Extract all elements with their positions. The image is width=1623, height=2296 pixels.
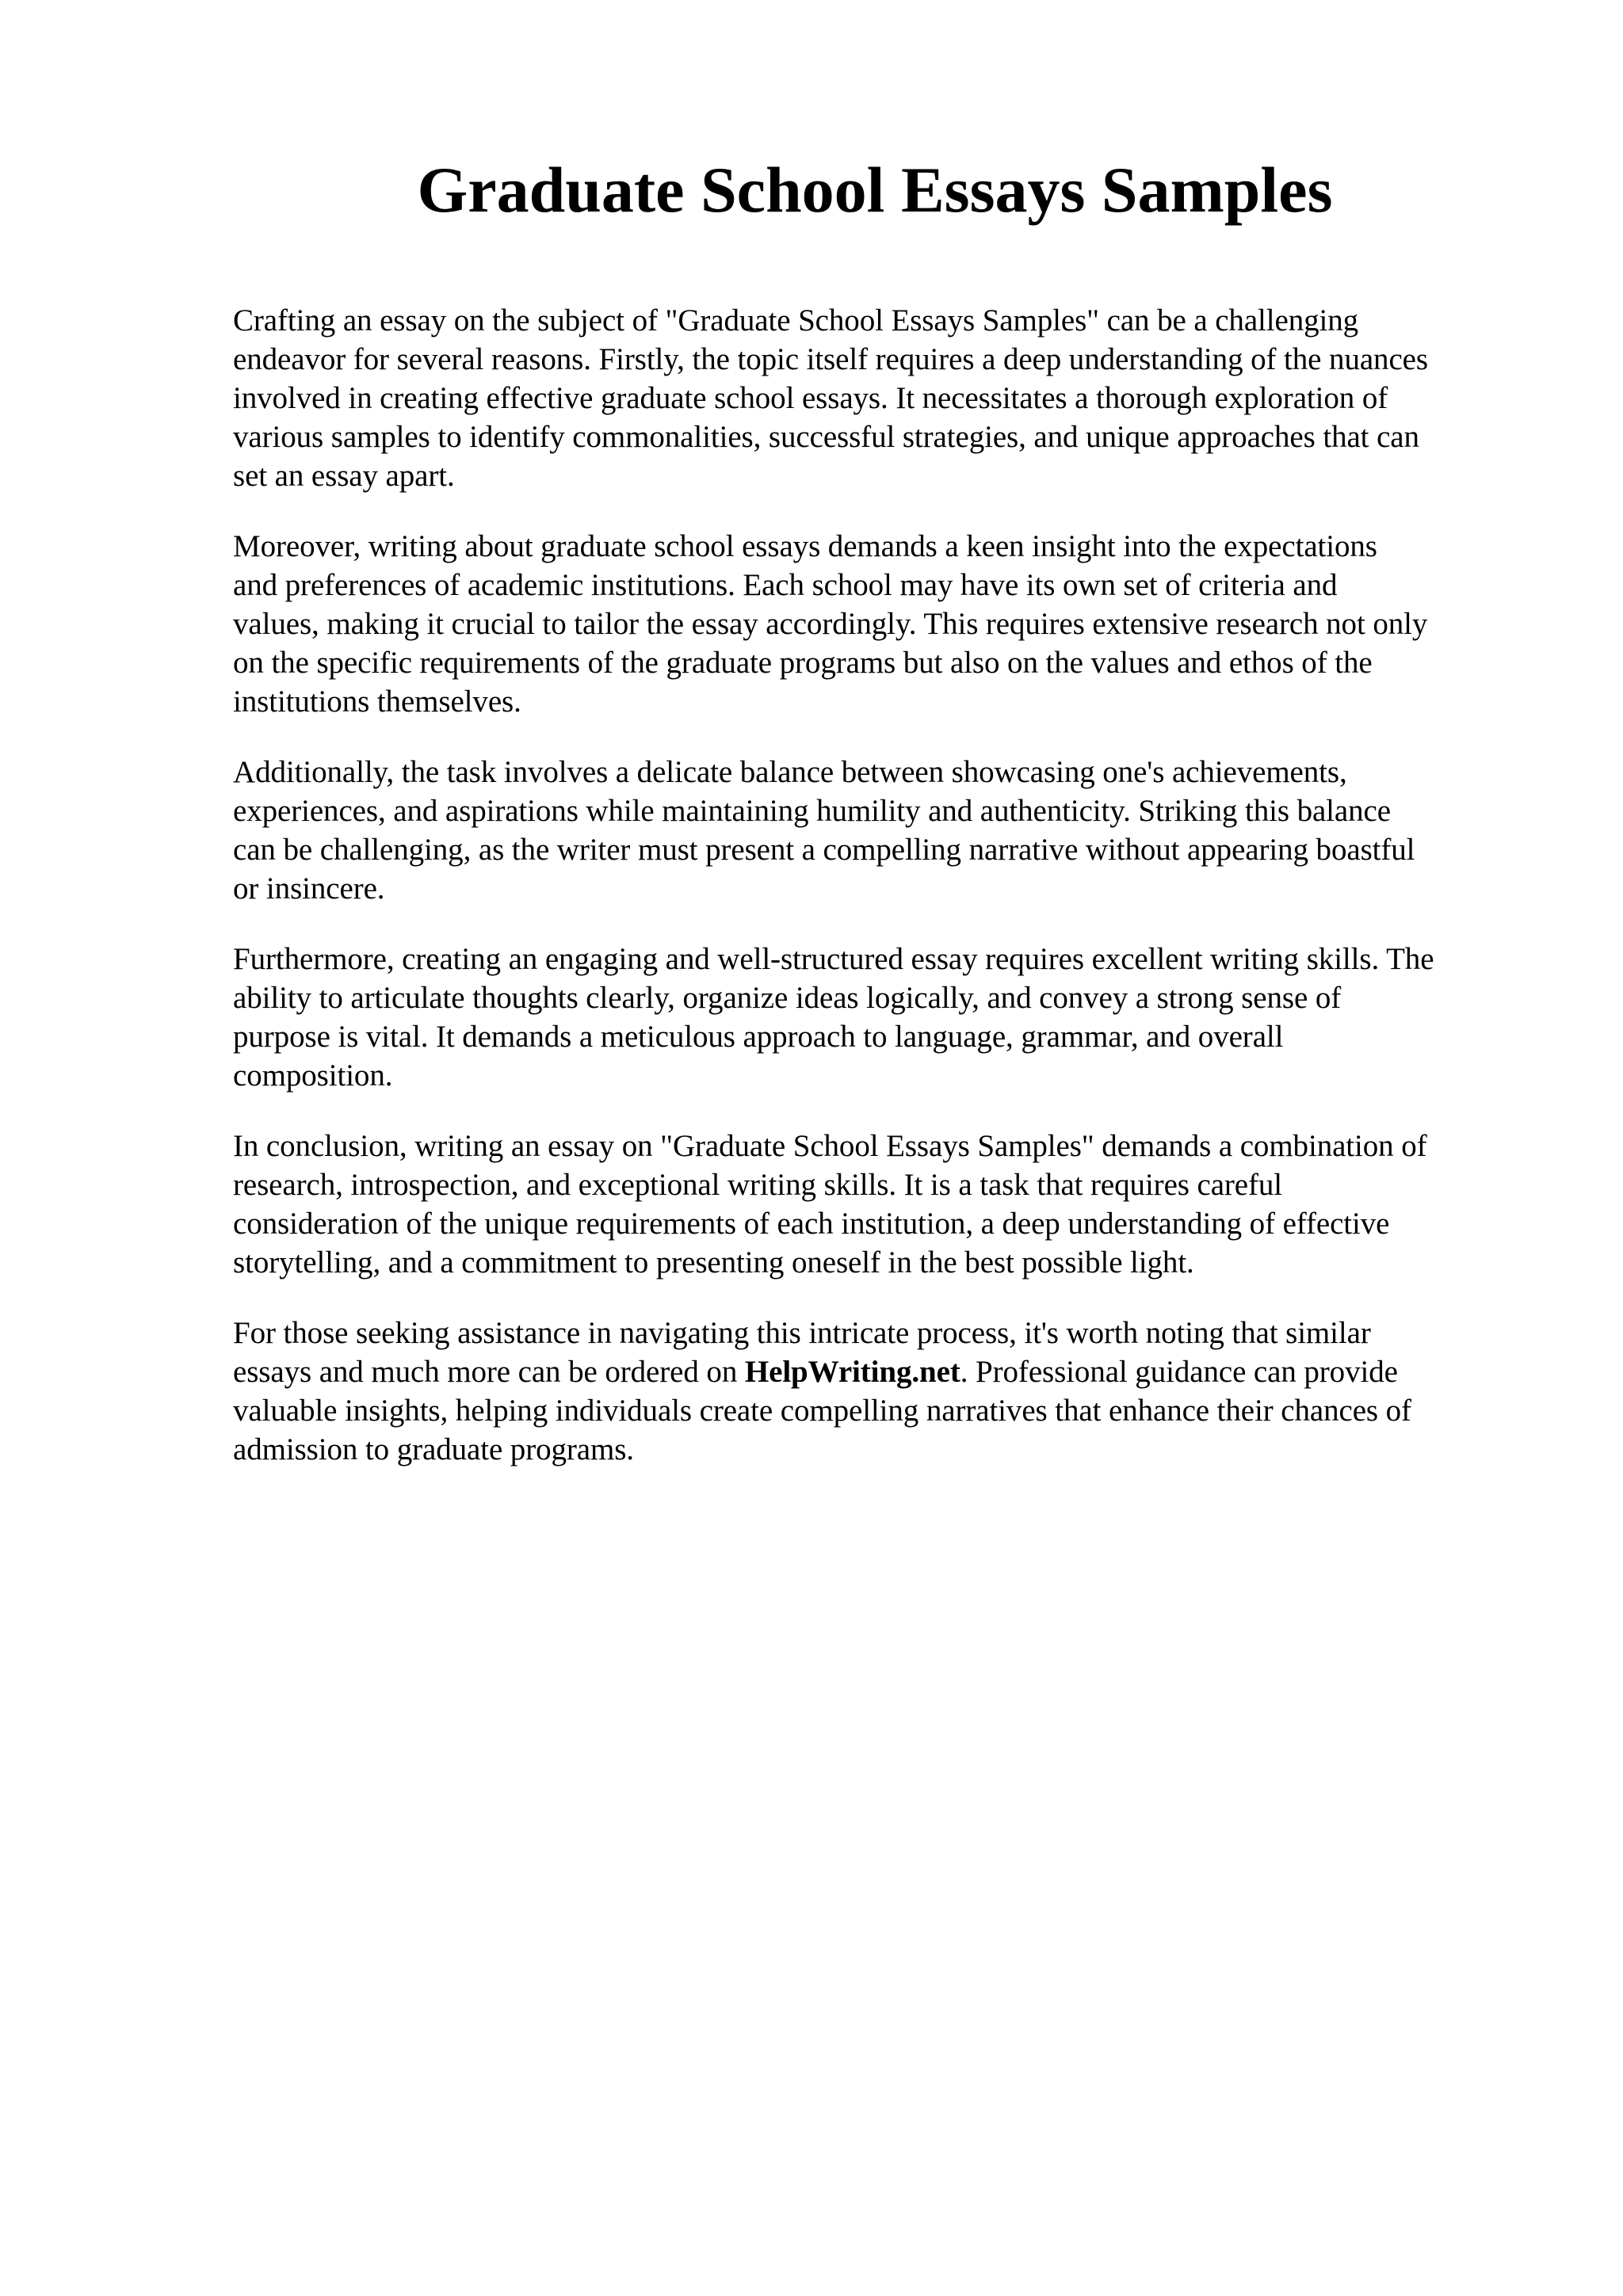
paragraph-line: admission to graduate programs. [233, 1432, 634, 1466]
paragraph-line: research, introspection, and exceptional writing skills. It is a task that requires careful [233, 1168, 1283, 1202]
paragraph-line: or insincere. [233, 871, 385, 906]
document-title: Graduate School Essays Samples [417, 154, 1333, 226]
paragraph-line: experiences, and aspirations while maintaining humility and authenticity. Striking this balance [233, 794, 1391, 828]
paragraph-line: on the specific requirements of the graduate programs but also on the values and ethos of the [233, 646, 1373, 680]
paragraph-line: can be challenging, as the writer must present a compelling narrative without appearing boastful [233, 833, 1415, 867]
paragraph-5 [233, 1127, 1533, 1282]
closing-text-after-link: . Professional guidance can provide [960, 1355, 1398, 1389]
paragraph-4 [233, 940, 1533, 1095]
paragraph-line: Crafting an essay on the subject of "Graduate School Essays Samples" can be a challenging [233, 303, 1359, 338]
paragraph-line: institutions themselves. [233, 685, 521, 719]
paragraph-line: values, making it crucial to tailor the essay accordingly. This requires extensive research not only [233, 607, 1428, 641]
paragraph-line: endeavor for several reasons. Firstly, the topic itself requires a deep understanding of the nuances [233, 342, 1428, 376]
paragraph-line: involved in creating effective graduate school essays. It necessitates a thorough exploration of [233, 381, 1388, 415]
paragraph-line: and preferences of academic institutions. Each school may have its own set of criteria and [233, 568, 1338, 602]
paragraph-line: For those seeking assistance in navigating this intricate process, it's worth noting that similar [233, 1316, 1371, 1350]
paragraph-line: In conclusion, writing an essay on "Graduate School Essays Samples" demands a combination of [233, 1129, 1427, 1163]
paragraph-line: valuable insights, helping individuals create compelling narratives that enhance their chances of [233, 1394, 1411, 1428]
paragraph-1 [233, 301, 1533, 495]
document-body [233, 301, 1533, 1501]
paragraph-line: various samples to identify commonalities, successful strategies, and unique approaches that can [233, 420, 1419, 454]
paragraph-line-with-link [233, 1352, 1533, 1391]
paragraph-line: composition. [233, 1058, 393, 1093]
helpwriting-link[interactable]: HelpWriting.net [744, 1355, 960, 1389]
paragraph-line: purpose is vital. It demands a meticulous approach to language, grammar, and overall [233, 1020, 1284, 1054]
paragraph-3 [233, 753, 1533, 908]
paragraph-line: Additionally, the task involves a delicate balance between showcasing one's achievements, [233, 755, 1347, 789]
paragraph-line: Furthermore, creating an engaging and well-structured essay requires excellent writing skills. The [233, 942, 1434, 976]
paragraph-line: storytelling, and a commitment to presenting oneself in the best possible light. [233, 1245, 1194, 1280]
paragraph-line: Moreover, writing about graduate school essays demands a keen insight into the expectations [233, 529, 1377, 563]
paragraph-line: ability to articulate thoughts clearly, organize ideas logically, and convey a strong sense of [233, 981, 1342, 1015]
paragraph-line: consideration of the unique requirements of each institution, a deep understanding of effective [233, 1207, 1390, 1241]
closing-text-before-link: essays and much more can be ordered on [233, 1355, 745, 1389]
paragraph-2 [233, 527, 1533, 721]
paragraph-closing [233, 1314, 1533, 1469]
paragraph-line: set an essay apart. [233, 459, 455, 493]
